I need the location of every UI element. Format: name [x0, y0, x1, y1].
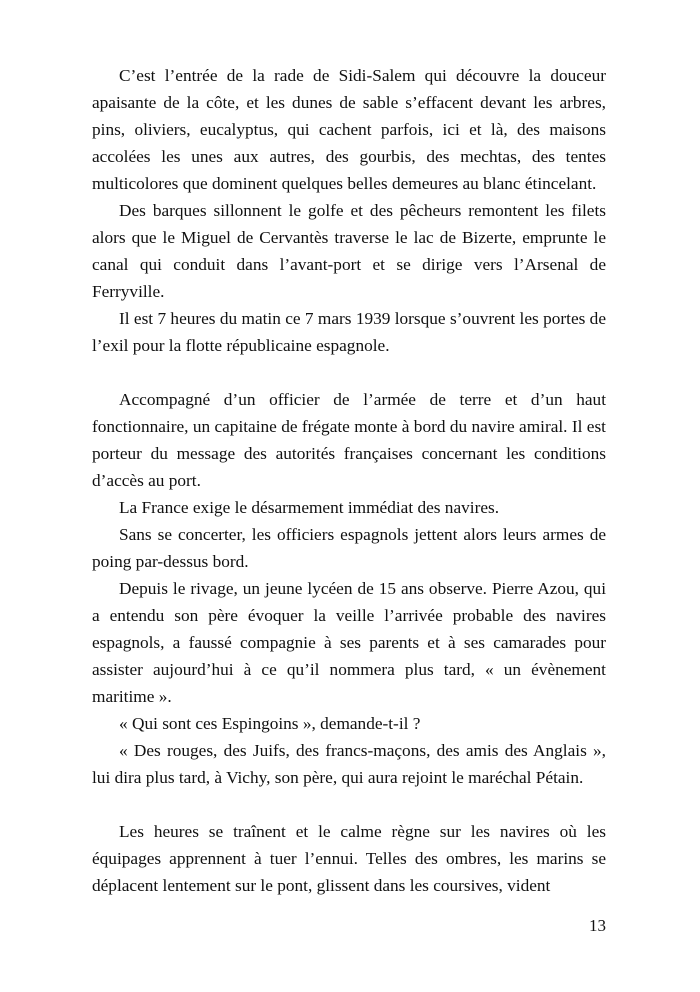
- paragraph-capitaine: Accompagné d’un officier de l’armée de terre et d’un haut fonctionnaire, un capitaine de frégate monte à bord du navire amiral. Il est porteur du message des autorités françaises concernant les conditions d’accès au port.: [92, 390, 606, 490]
- paragraph-barques: Des barques sillonnent le golfe et des pêcheurs remontent les filets alors que le Miguel de Cervantès traverse le lac de Bizerte, emprunte le canal qui conduit dans l’avant-port et se dirige vers l’Arsenal de Ferryville.: [92, 201, 606, 301]
- page-body: [92, 62, 606, 899]
- paragraph-pierre-azou: Depuis le rivage, un jeune lycéen de 15 ans observe. Pierre Azou, qui a entendu son père évoquer la veille l’arrivée probable des navires espagnols, a faussé compagnie à ses parents et à ses camarades pour assister aujourd’hui à ce qu’il nommera plus tard, « un évènement maritime ».: [92, 579, 606, 706]
- paragraph-heures: Les heures se traînent et le calme règne sur les navires où les équipages apprennent à tuer l’ennui. Telles des ombres, les marins se déplacent lentement sur le pont, glissent dans les coursives, vident: [92, 822, 606, 895]
- paragraph-reponse: « Des rouges, des Juifs, des francs-maçons, des amis des Anglais », lui dira plus tard, à Vichy, son père, qui aura rejoint le maréchal Pétain.: [92, 741, 606, 787]
- page-number: 13: [589, 916, 606, 935]
- paragraph-exil: Il est 7 heures du matin ce 7 mars 1939 lorsque s’ouvrent les portes de l’exil pour la flotte républicaine espagnole.: [92, 309, 606, 355]
- paragraph-rade: C’est l’entrée de la rade de Sidi-Salem qui découvre la douceur apaisante de la côte, et les dunes de sable s’effacent devant les arbres, pins, oliviers, eucalyptus, qui cachent parfois, ici et là, des maisons accolées les unes aux autres, des gourbis, des mechtas, des tentes multicolores que dominent quelques belles demeures au blanc étincelant.: [92, 66, 606, 193]
- paragraph-officiers: Sans se concerter, les officiers espagnols jettent alors leurs armes de poing par-dessus bord.: [92, 525, 606, 571]
- paragraph-desarmement: La France exige le désarmement immédiat des navires.: [119, 498, 500, 517]
- paragraph-question: « Qui sont ces Espingoins », demande-t-il ?: [119, 714, 421, 733]
